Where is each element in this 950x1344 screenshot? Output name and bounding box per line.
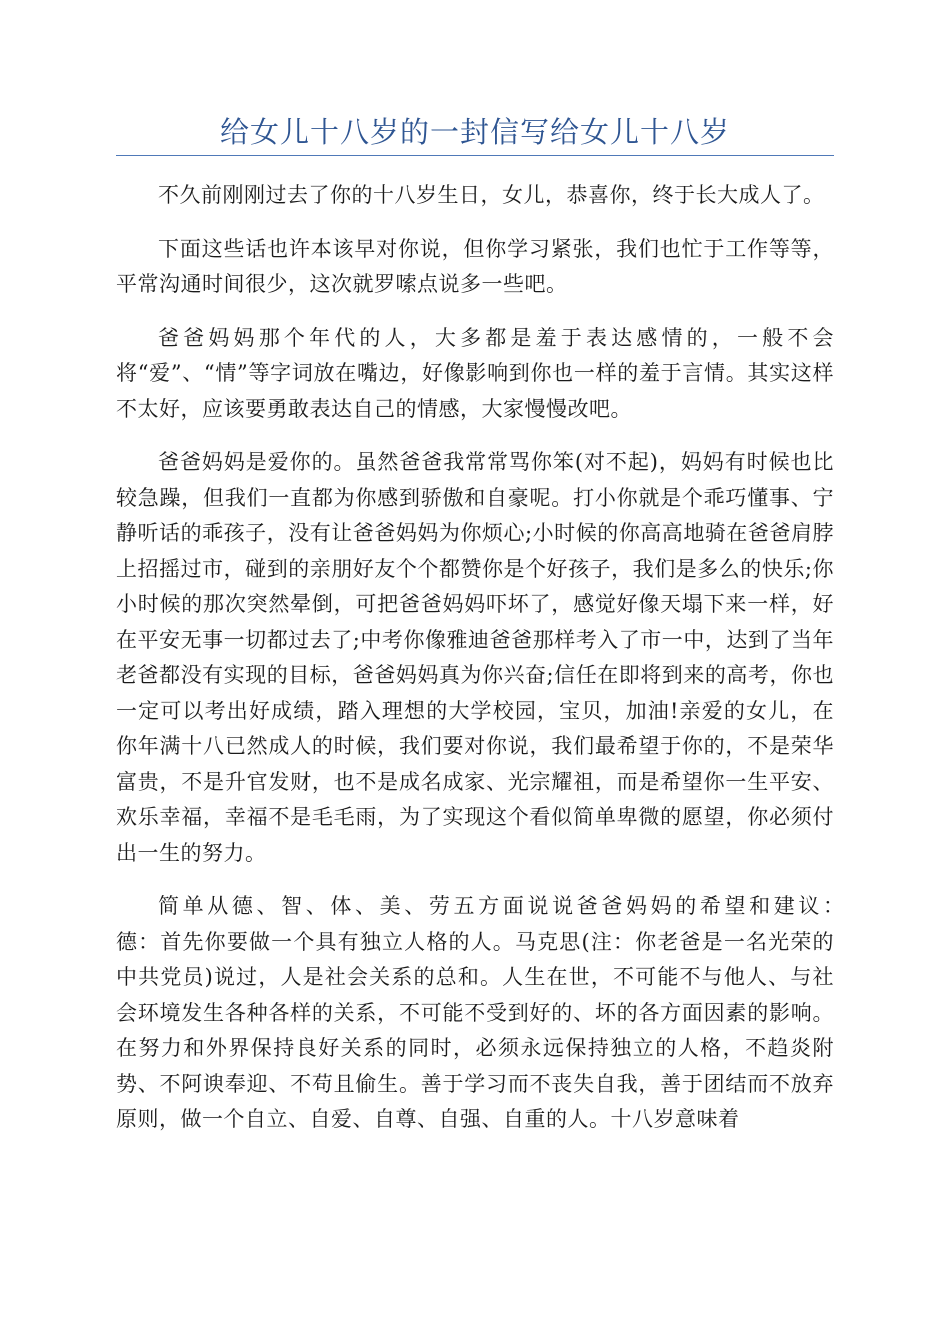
paragraph-3: 爸爸妈妈那个年代的人，大多都是羞于表达感情的，一般不会将“爱”、“情”等字词放在嘴边，好像影响到你也一样的羞于言情。其实这样不太好，应该要勇敢表达自己的情感，大家慢慢改吧。 (116, 325, 834, 421)
paragraph-1: 不久前刚刚过去了你的十八岁生日，女儿，恭喜你，终于长大成人了。 (158, 183, 825, 207)
paragraph-2: 下面这些话也许本该早对你说，但你学习紧张，我们也忙于工作等等，平常沟通时间很少，这次就罗嗦点说多一些吧。 (116, 236, 834, 296)
page-title: 给女儿十八岁的一封信写给女儿十八岁 (219, 115, 730, 149)
letter-body (116, 178, 877, 1156)
paragraph-4: 爸爸妈妈是爱你的。虽然爸爸我常常骂你笨(对不起)，妈妈有时候也比较急躁，但我们一直都为你感到骄傲和自豪呢。打小你就是个乖巧懂事、宁静听话的乖孩子，没有让爸爸妈妈为你烦心;小时候的你高高地骑在爸爸肩脖上招摇过市，碰到的亲朋好友个个都赞你是个好孩子，我们是多么的快乐;你小时候的那次突然晕倒，可把爸爸妈妈吓坏了，感觉好像天塌下来一样，好在平安无事一切都过去了;中考你像雅迪爸爸那样考入了市一中，达到了当年老爸都没有实现的目标，爸爸妈妈真为你兴奋;信任在即将到来的高考，你也一定可以考出好成绩，踏入理想的大学校园，宝贝，加油!亲爱的女儿，在你年满十八已然成人的时候，我们要对你说，我们最希望于你的，不是荣华富贵，不是升官发财，也不是成名成家、光宗耀祖，而是希望你一生平安、欢乐幸福，幸福不是毛毛雨，为了实现这个看似简单卑微的愿望，你必须付出一生的努力。 (116, 450, 834, 865)
title-underline (116, 155, 834, 156)
paragraph-5: 简单从德、智、体、美、劳五方面说说爸爸妈妈的希望和建议： 德：首先你要做一个具有独立人格的人。马克思(注：你老爸是一名光荣的中共党员)说过，人是社会关系的总和。人生在世，不可能不与他人、与社会环境发生各种各样的关系，不可能不受到好的、坏的各方面因素的影响。在努力和外界保持良好关系的同时，必须永远保持独立的人格，不趋炎附势、不阿谀奉迎、不苟且偷生。善于学习而不丧失自我，善于团结而不放弃原则，做一个自立、自爱、自尊、自强、自重的人。十八岁意味着 (116, 894, 877, 1131)
